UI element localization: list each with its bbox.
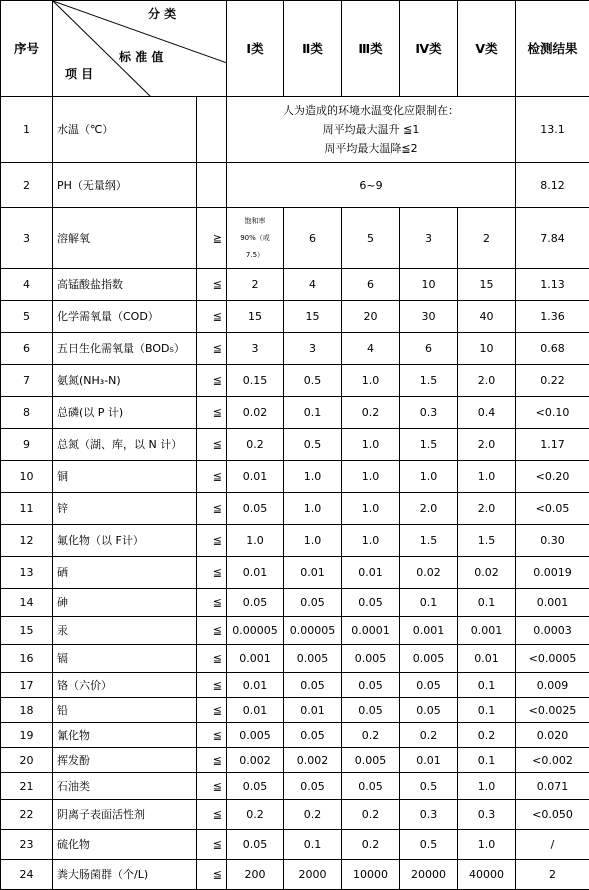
class-1-value: 0.01 [227,557,284,589]
class-1-value: 0.01 [227,461,284,493]
class-4-value: 0.01 [400,748,458,773]
item-name: 硫化物 [53,830,197,860]
table-row [1,269,589,301]
comparison-symbol: ≦ [197,617,227,645]
class-2-value: 0.1 [284,397,342,429]
class-4-value: 0.02 [400,557,458,589]
class-5-value: 0.2 [458,723,516,748]
class-1-value: 3 [227,333,284,365]
class-2-value: 0.2 [284,800,342,830]
class-1-value: 0.02 [227,397,284,429]
class-1-value: 0.005 [227,723,284,748]
seq-no: 10 [1,461,53,493]
comparison-symbol: ≦ [197,723,227,748]
class-1-value: 0.00005 [227,617,284,645]
table-row [1,860,589,890]
class-5-value: 2.0 [458,365,516,397]
seq-no: 12 [1,525,53,557]
seq-no: 1 [1,97,53,163]
class-4-value: 2.0 [400,493,458,525]
class-4-value: 1.0 [400,461,458,493]
class-3-value: 20 [342,301,400,333]
class-2-value: 3 [284,333,342,365]
class-2-value: 0.1 [284,830,342,860]
class-4-value: 3 [400,208,458,269]
table-row [1,208,589,269]
table-row [1,557,589,589]
class-3-value: 1.0 [342,429,400,461]
seq-no: 3 [1,208,53,269]
class-1-value: 1.0 [227,525,284,557]
comparison-symbol: ≦ [197,773,227,800]
class-5-value: 1.0 [458,830,516,860]
item-name: 高锰酸盐指数 [53,269,197,301]
merged-standard-line: 周平均最大温升 ≦1 [227,120,515,139]
comparison-symbol: ≧ [197,208,227,269]
item-name: 总氮（湖、库，以 N 计） [53,429,197,461]
merged-standard-cell [227,163,516,208]
item-name: 石油类 [53,773,197,800]
class-4-value: 0.2 [400,723,458,748]
result-value: 0.009 [516,673,589,698]
table-row [1,617,589,645]
seq-no: 22 [1,800,53,830]
seq-header: 序号 [1,1,53,97]
class-2-value: 0.05 [284,723,342,748]
class-1-value: 200 [227,860,284,890]
class-3-value: 1.0 [342,461,400,493]
class-1-value: 0.01 [227,673,284,698]
class-1-value: 0.15 [227,365,284,397]
result-value: 7.84 [516,208,589,269]
result-value: <0.10 [516,397,589,429]
merged-standard-line: 6~9 [227,176,515,195]
comparison-symbol: ≦ [197,461,227,493]
class-1-value-line: 7.5） [227,247,283,264]
class-3-value: 5 [342,208,400,269]
table-row [1,461,589,493]
seq-no: 21 [1,773,53,800]
result-header: 检测结果 [516,1,589,97]
seq-no: 24 [1,860,53,890]
class-4-value: 20000 [400,860,458,890]
item-name: 砷 [53,589,197,617]
class-1-value: 0.2 [227,429,284,461]
item-name: 氨氮(NH₃-N) [53,365,197,397]
class-4-value: 1.5 [400,525,458,557]
class-1-value: 0.05 [227,830,284,860]
class-3-value: 0.2 [342,800,400,830]
class-5-value: 2 [458,208,516,269]
merged-standard-line: 周平均最大温降≦2 [227,139,515,158]
class-4-value: 0.5 [400,773,458,800]
class-3-value: 0.05 [342,673,400,698]
class-3-value: 6 [342,269,400,301]
result-value: <0.050 [516,800,589,830]
class-2-value: 1.0 [284,493,342,525]
merged-standard-cell [227,97,516,163]
result-value: 0.0003 [516,617,589,645]
comparison-symbol: ≦ [197,301,227,333]
seq-no: 2 [1,163,53,208]
comparison-symbol: ≦ [197,365,227,397]
comparison-symbol: ≦ [197,673,227,698]
seq-no: 4 [1,269,53,301]
item-name: 铅 [53,698,197,723]
seq-no: 23 [1,830,53,860]
class-1-value: 0.05 [227,773,284,800]
seq-no: 17 [1,673,53,698]
table-row [1,748,589,773]
comparison-symbol: ≦ [197,269,227,301]
class-4-value: 0.3 [400,397,458,429]
result-value: 13.1 [516,97,589,163]
class-5-value: 1.0 [458,773,516,800]
class-3-value: 1.0 [342,365,400,397]
class-4-value: 0.05 [400,673,458,698]
diagonal-lines [53,1,227,97]
comparison-symbol: ≦ [197,429,227,461]
seq-no: 6 [1,333,53,365]
class-4-value: 1.5 [400,365,458,397]
class-3-value: 0.05 [342,773,400,800]
item-name: PH（无量纲） [53,163,197,208]
seq-no: 16 [1,645,53,673]
result-value: <0.20 [516,461,589,493]
result-value: 0.001 [516,589,589,617]
result-value: <0.002 [516,748,589,773]
class-1-value-line: 90%（或 [227,230,283,247]
class-5-value: 40 [458,301,516,333]
class-2-value: 0.5 [284,429,342,461]
comparison-symbol: ≦ [197,645,227,673]
result-value: 0.071 [516,773,589,800]
class-4-value: 0.005 [400,645,458,673]
class-5-value: 1.5 [458,525,516,557]
class-3-value: 10000 [342,860,400,890]
diag-category-label: 分 类 [148,7,176,22]
class-1-header: Ⅰ类 [227,1,284,97]
seq-no: 7 [1,365,53,397]
item-name: 锌 [53,493,197,525]
class-2-value: 0.05 [284,673,342,698]
comparison-symbol: ≦ [197,493,227,525]
class-5-value: 1.0 [458,461,516,493]
result-value: 2 [516,860,589,890]
class-5-value: 0.1 [458,748,516,773]
table-row [1,97,589,163]
class-1-value: 0.001 [227,645,284,673]
class-4-value: 0.5 [400,830,458,860]
class-3-value: 4 [342,333,400,365]
class-1-value [227,208,284,269]
class-1-value: 0.05 [227,589,284,617]
class-4-value: 30 [400,301,458,333]
table-row [1,365,589,397]
result-value: <0.05 [516,493,589,525]
comparison-symbol: ≦ [197,397,227,429]
table-row [1,698,589,723]
table-row [1,830,589,860]
header-row [1,1,589,97]
class-4-value: 0.05 [400,698,458,723]
item-name: 氰化物 [53,723,197,748]
class-5-value: 0.1 [458,698,516,723]
table-row [1,589,589,617]
class-3-value: 0.05 [342,589,400,617]
class-2-value: 15 [284,301,342,333]
class-3-header: Ⅲ类 [342,1,400,97]
seq-no: 18 [1,698,53,723]
class-2-value: 0.5 [284,365,342,397]
class-5-value: 0.1 [458,673,516,698]
result-value: <0.0025 [516,698,589,723]
diag-standard-label: 标 准 值 [119,50,163,65]
class-1-value: 15 [227,301,284,333]
result-value: 0.22 [516,365,589,397]
class-1-value: 2 [227,269,284,301]
seq-no: 9 [1,429,53,461]
seq-no: 8 [1,397,53,429]
class-1-value: 0.2 [227,800,284,830]
result-value: 0.68 [516,333,589,365]
class-5-value: 0.1 [458,589,516,617]
item-name: 硒 [53,557,197,589]
result-value: 1.17 [516,429,589,461]
item-name: 溶解氧 [53,208,197,269]
seq-no: 15 [1,617,53,645]
class-2-value: 0.05 [284,773,342,800]
item-name: 氟化物（以 F计） [53,525,197,557]
table-row [1,163,589,208]
seq-no: 11 [1,493,53,525]
diag-item-label: 项 目 [65,67,93,82]
item-name: 镉 [53,645,197,673]
item-name: 汞 [53,617,197,645]
comparison-symbol: ≦ [197,698,227,723]
class-3-value: 0.05 [342,698,400,723]
class-1-value: 0.05 [227,493,284,525]
class-4-value: 1.5 [400,429,458,461]
seq-no: 13 [1,557,53,589]
item-name: 粪大肠菌群（个/L) [53,860,197,890]
class-2-value: 0.01 [284,698,342,723]
class-4-value: 0.1 [400,589,458,617]
table-row [1,773,589,800]
comparison-symbol: ≦ [197,333,227,365]
result-value: 0.020 [516,723,589,748]
class-2-value: 1.0 [284,525,342,557]
class-2-value: 0.05 [284,589,342,617]
class-2-value: 1.0 [284,461,342,493]
class-5-value: 0.01 [458,645,516,673]
seq-no: 20 [1,748,53,773]
class-4-value: 6 [400,333,458,365]
class-3-value: 1.0 [342,493,400,525]
comparison-symbol: ≦ [197,589,227,617]
class-2-value: 2000 [284,860,342,890]
class-2-value: 0.01 [284,557,342,589]
class-1-value-line: 饱和率 [227,213,283,230]
comparison-symbol: ≦ [197,748,227,773]
result-value: 8.12 [516,163,589,208]
class-3-value: 0.2 [342,397,400,429]
class-2-value: 0.005 [284,645,342,673]
comparison-symbol: ≦ [197,860,227,890]
class-5-value: 0.001 [458,617,516,645]
table-row [1,333,589,365]
class-4-header: Ⅳ类 [400,1,458,97]
class-2-header: Ⅱ类 [284,1,342,97]
item-name: 铬（六价） [53,673,197,698]
class-3-value: 1.0 [342,525,400,557]
class-4-value: 0.3 [400,800,458,830]
item-name: 化学需氧量（COD） [53,301,197,333]
class-5-header: Ⅴ类 [458,1,516,97]
comparison-symbol: ≦ [197,830,227,860]
class-5-value: 0.4 [458,397,516,429]
class-5-value: 2.0 [458,493,516,525]
comparison-symbol [197,97,227,163]
item-name: 阴离子表面活性剂 [53,800,197,830]
result-value: <0.0005 [516,645,589,673]
item-name: 五日生化需氧量（BOD₅） [53,333,197,365]
class-3-value: 0.005 [342,748,400,773]
result-value: / [516,830,589,860]
table-row [1,723,589,748]
table-row [1,301,589,333]
item-name: 总磷(以 P 计) [53,397,197,429]
comparison-symbol [197,163,227,208]
result-value: 0.0019 [516,557,589,589]
class-5-value: 40000 [458,860,516,890]
table-row [1,429,589,461]
class-3-value: 0.2 [342,723,400,748]
table-row [1,673,589,698]
table-row [1,645,589,673]
seq-no: 14 [1,589,53,617]
class-5-value: 2.0 [458,429,516,461]
class-1-value: 0.01 [227,698,284,723]
class-2-value: 0.002 [284,748,342,773]
class-4-value: 10 [400,269,458,301]
table-row [1,800,589,830]
class-3-value: 0.005 [342,645,400,673]
class-3-value: 0.0001 [342,617,400,645]
item-name: 水温（℃） [53,97,197,163]
comparison-symbol: ≦ [197,557,227,589]
result-value: 1.36 [516,301,589,333]
class-5-value: 10 [458,333,516,365]
comparison-symbol: ≦ [197,800,227,830]
class-1-value: 0.002 [227,748,284,773]
class-5-value: 0.02 [458,557,516,589]
class-5-value: 0.3 [458,800,516,830]
seq-no: 19 [1,723,53,748]
class-4-value: 0.001 [400,617,458,645]
table-row [1,493,589,525]
class-3-value: 0.2 [342,830,400,860]
class-5-value: 15 [458,269,516,301]
class-3-value: 0.01 [342,557,400,589]
merged-standard-line: 人为造成的环境水温变化应限制在： [227,101,515,120]
class-2-value: 0.00005 [284,617,342,645]
table-row [1,525,589,557]
table-row [1,397,589,429]
item-name: 挥发酚 [53,748,197,773]
result-value: 1.13 [516,269,589,301]
result-value: 0.30 [516,525,589,557]
comparison-symbol: ≦ [197,525,227,557]
class-2-value: 4 [284,269,342,301]
class-2-value: 6 [284,208,342,269]
seq-no: 5 [1,301,53,333]
item-name: 铜 [53,461,197,493]
diagonal-header-cell [53,1,227,97]
